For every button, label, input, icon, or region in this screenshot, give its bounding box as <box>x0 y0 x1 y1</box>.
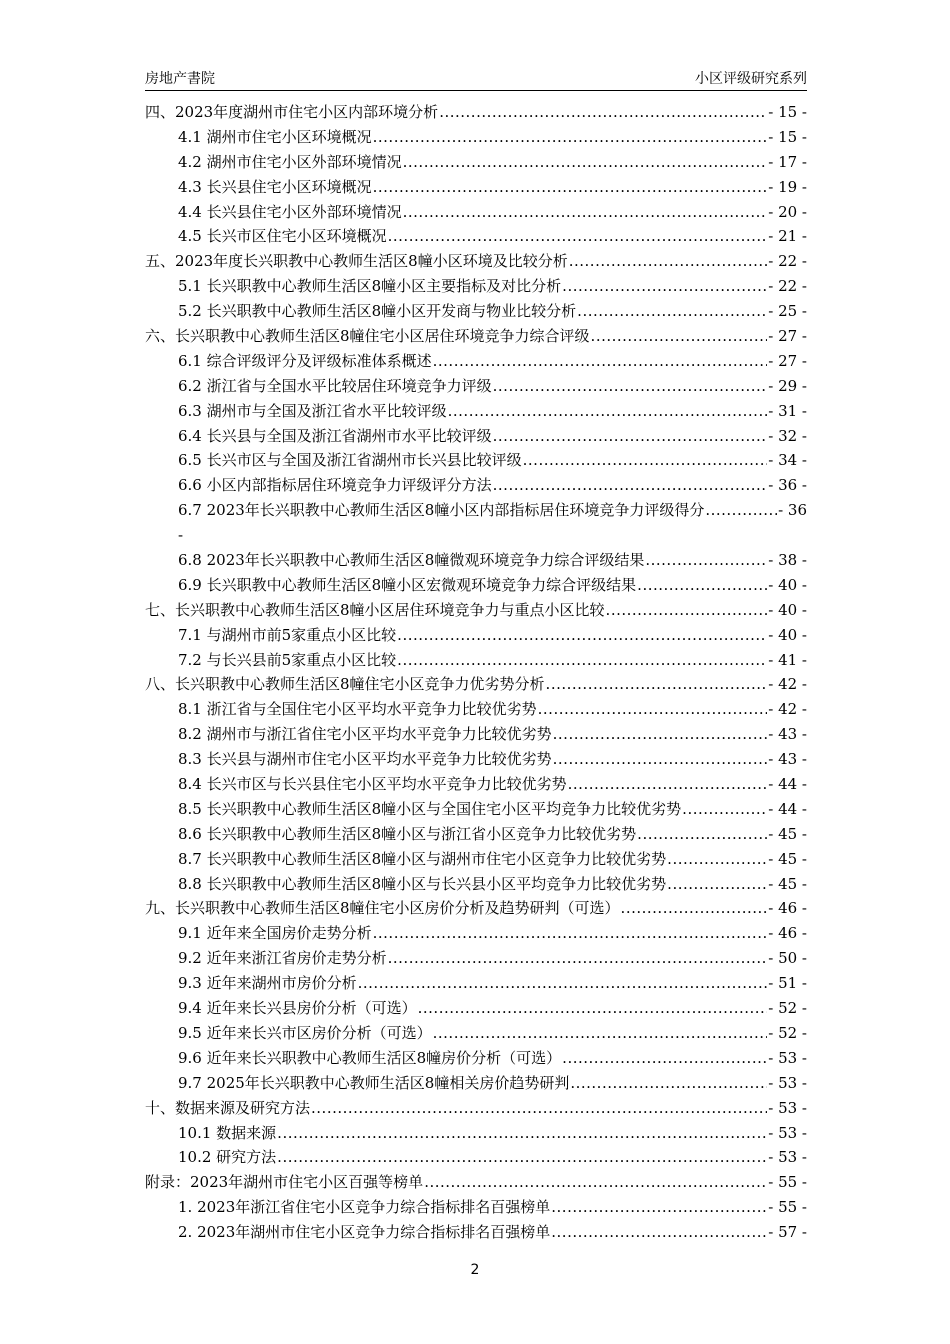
toc-leader-dots <box>373 175 768 200</box>
toc-entry-title: 9.3 近年来湖州市房价分析 <box>178 974 357 993</box>
toc-entry[interactable] <box>145 847 807 872</box>
toc-entry-title: 8.6 长兴职教中心教师生活区8幢小区与浙江省小区竞争力比较优劣势 <box>178 824 637 843</box>
toc-leader-dots <box>606 598 768 623</box>
toc-entry-title: 6.8 2023年长兴职教中心教师生活区8幢微观环境竞争力综合评级结果 <box>178 551 645 570</box>
toc-entry-page: - 31 - <box>768 401 807 420</box>
toc-entry-page: - 43 - <box>768 750 807 769</box>
toc-entry-page: - 22 - <box>768 277 807 296</box>
toc-entry-page: - 15 - <box>768 102 807 121</box>
toc-leader-dots <box>705 498 777 523</box>
toc-entry[interactable] <box>145 648 807 673</box>
toc-entry-title: 4.4 长兴县住宅小区外部环境情况 <box>178 202 402 221</box>
toc-entry-title: 5.2 长兴职教中心教师生活区8幢小区开发商与物业比较分析 <box>178 302 577 321</box>
toc-entry-page: - 36 - <box>768 476 807 495</box>
toc-entry[interactable] <box>145 1121 807 1146</box>
toc-entry-title: 六、长兴职教中心教师生活区8幢住宅小区居住环境竞争力综合评级 <box>145 327 590 345</box>
toc-entry[interactable] <box>145 150 807 175</box>
toc-entry-page: - 42 - <box>768 675 807 694</box>
toc-entry-title: 8.8 长兴职教中心教师生活区8幢小区与长兴县小区平均竞争力比较优劣势 <box>178 874 667 893</box>
toc-leader-dots <box>433 1021 768 1046</box>
toc-entry-page: - 45 - <box>768 824 807 843</box>
toc-entry-title: 十、数据来源及研究方法 <box>145 1098 311 1117</box>
toc-leader-dots <box>538 697 768 722</box>
toc-entry-page: - 46 - <box>768 899 807 918</box>
toc-entry[interactable] <box>145 175 807 200</box>
toc-leader-dots <box>493 473 768 498</box>
toc-entry-title: 6.2 浙江省与全国水平比较居住环境竞争力评级 <box>178 376 492 395</box>
toc-leader-dots <box>562 274 767 299</box>
toc-entry-title: 8.3 长兴县与湖州市住宅小区平均水平竞争力比较优劣势 <box>178 750 552 769</box>
toc-entry[interactable] <box>145 473 807 498</box>
toc-entry[interactable] <box>145 274 807 299</box>
toc-entry[interactable] <box>145 697 807 722</box>
toc-entry-page: - 40 - <box>768 600 807 619</box>
toc-leader-dots <box>388 946 768 971</box>
toc-entry-title: 八、长兴职教中心教师生活区8幢住宅小区竞争力优劣势分析 <box>145 675 545 694</box>
toc-leader-dots <box>667 872 767 897</box>
toc-entry[interactable] <box>145 573 807 598</box>
toc-entry-title: 6.9 长兴职教中心教师生活区8幢小区宏微观环境竞争力综合评级结果 <box>178 575 637 594</box>
toc-entry[interactable] <box>145 349 807 374</box>
toc-entry-page: - 45 - <box>768 874 807 893</box>
toc-entry-page: - 45 - <box>768 849 807 868</box>
page-number: 2 <box>470 1262 480 1278</box>
toc-leader-dots <box>493 374 768 399</box>
toc-entry[interactable] <box>145 424 807 449</box>
toc-entry-title: 4.2 湖州市住宅小区外部环境情况 <box>178 152 402 171</box>
toc-entry[interactable] <box>145 1046 807 1071</box>
toc-entry-page: - 41 - <box>768 650 807 669</box>
toc-leader-dots <box>433 349 768 374</box>
toc-leader-dots <box>418 996 768 1021</box>
toc-leader-dots <box>448 399 768 424</box>
header-publisher: 房地产書院 <box>145 71 215 87</box>
toc-entry-page: - 44 - <box>768 799 807 818</box>
toc-entry[interactable] <box>145 548 807 573</box>
toc-leader-dots <box>682 797 767 822</box>
toc-leader-dots <box>637 573 767 598</box>
toc-entry-page: - 32 - <box>768 426 807 445</box>
toc-entry[interactable] <box>145 399 807 424</box>
toc-entry-page-wrap: - <box>178 526 184 545</box>
toc-entry[interactable] <box>145 921 807 946</box>
toc-entry-title: 10.1 数据来源 <box>178 1123 277 1142</box>
toc-entry-page: - 53 - <box>768 1073 807 1092</box>
toc-entry[interactable] <box>145 971 807 996</box>
toc-entry[interactable] <box>145 672 807 697</box>
toc-entry[interactable] <box>145 1071 807 1096</box>
toc-entry[interactable] <box>145 125 807 150</box>
toc-entry-page: - 53 - <box>768 1048 807 1067</box>
toc-entry-title: 4.1 湖州市住宅小区环境概况 <box>178 127 372 146</box>
toc-leader-dots <box>277 1121 767 1146</box>
toc-entry-title: 九、长兴职教中心教师生活区8幢住宅小区房价分析及趋势研判（可选） <box>145 899 620 918</box>
toc-entry-page: - 55 - <box>768 1198 807 1217</box>
toc-entry-title: 2. 2023年湖州市住宅小区竞争力综合指标排名百强榜单 <box>178 1223 551 1242</box>
toc-entry-title: 7.1 与湖州市前5家重点小区比较 <box>178 625 397 644</box>
toc-entry[interactable] <box>145 224 807 249</box>
toc-leader-dots <box>373 125 768 150</box>
toc-entry-page: - 27 - <box>768 327 807 345</box>
toc-entry-title: 9.1 近年来全国房价走势分析 <box>178 924 372 943</box>
toc-entry-title: 9.5 近年来长兴市区房价分析（可选） <box>178 1023 432 1042</box>
toc-entry[interactable] <box>145 872 807 897</box>
toc-entry-page: - 57 - <box>768 1223 807 1242</box>
toc-entry-page: - 51 - <box>768 974 807 993</box>
toc-entry[interactable] <box>145 374 807 399</box>
toc-entry[interactable] <box>145 1195 807 1220</box>
toc-leader-dots <box>403 150 768 175</box>
toc-leader-dots <box>637 822 767 847</box>
toc-entry[interactable] <box>145 996 807 1021</box>
toc-leader-dots <box>569 249 768 274</box>
toc-entry-page: - 34 - <box>768 451 807 470</box>
toc-entry-page: - 53 - <box>768 1098 807 1117</box>
toc-entry-page: - 21 - <box>768 227 807 246</box>
toc-leader-dots <box>562 1046 767 1071</box>
toc-entry-title: 8.1 浙江省与全国住宅小区平均水平竞争力比较优劣势 <box>178 700 537 719</box>
toc-entry[interactable] <box>145 1145 807 1170</box>
toc-leader-dots <box>591 324 768 349</box>
toc-leader-dots <box>553 722 768 747</box>
toc-entry-title: 4.3 长兴县住宅小区环境概况 <box>178 177 372 196</box>
toc-leader-dots <box>439 100 767 125</box>
toc-leader-dots <box>388 224 768 249</box>
toc-leader-dots <box>546 672 768 697</box>
header-series: 小区评级研究系列 <box>695 71 807 87</box>
toc-leader-dots <box>373 921 768 946</box>
toc-leader-dots <box>553 747 768 772</box>
toc-entry-title: 9.6 近年来长兴职教中心教师生活区8幢房价分析（可选） <box>178 1048 562 1067</box>
toc-leader-dots <box>523 448 768 473</box>
toc-entry-page: - 25 - <box>768 302 807 321</box>
toc-entry-page: - 52 - <box>768 999 807 1018</box>
toc-entry-title: 8.5 长兴职教中心教师生活区8幢小区与全国住宅小区平均竞争力比较优劣势 <box>178 799 682 818</box>
toc-leader-dots <box>397 648 767 673</box>
toc-entry-title: 9.4 近年来长兴县房价分析（可选） <box>178 999 417 1018</box>
toc-entry-title: 6.3 湖州市与全国及浙江省水平比较评级 <box>178 401 447 420</box>
toc-entry-title: 8.4 长兴市区与长兴县住宅小区平均水平竞争力比较优劣势 <box>178 775 567 794</box>
toc-entry[interactable] <box>145 1220 807 1245</box>
toc-entry-title: 8.2 湖州市与浙江省住宅小区平均水平竞争力比较优劣势 <box>178 725 552 744</box>
toc-entry-title: 7.2 与长兴县前5家重点小区比较 <box>178 650 397 669</box>
toc-entry[interactable] <box>145 1096 807 1121</box>
toc-entry-title: 五、2023年度长兴职教中心教师生活区8幢小区环境及比较分析 <box>145 252 568 271</box>
toc-entry-title: 6.1 综合评级评分及评级标准体系概述 <box>178 351 432 370</box>
toc-entry[interactable] <box>145 623 807 648</box>
toc-entry-title: 6.5 长兴市区与全国及浙江省湖州市长兴县比较评级 <box>178 451 522 470</box>
toc-entry-page: - 55 - <box>768 1173 807 1192</box>
toc-entry-page: - 43 - <box>768 725 807 744</box>
toc-entry-page: - 20 - <box>768 202 807 221</box>
toc-entry-page: - 36 <box>778 501 807 520</box>
toc-entry-page: - 15 - <box>768 127 807 146</box>
toc-leader-dots <box>621 896 768 921</box>
toc-leader-dots <box>403 200 768 225</box>
toc-leader-dots <box>311 1096 767 1121</box>
toc-entry[interactable] <box>145 897 807 922</box>
table-of-contents <box>145 100 807 1245</box>
toc-entry-title: 8.7 长兴职教中心教师生活区8幢小区与湖州市住宅小区竞争力比较优劣势 <box>178 849 667 868</box>
toc-leader-dots <box>577 299 767 324</box>
toc-entry[interactable] <box>145 498 807 523</box>
toc-entry[interactable] <box>145 1170 807 1195</box>
toc-entry-page: - 40 - <box>768 575 807 594</box>
toc-entry[interactable] <box>145 448 807 473</box>
toc-entry-title: 附录：2023年湖州市住宅小区百强等榜单 <box>145 1173 424 1192</box>
toc-entry[interactable] <box>145 200 807 225</box>
toc-entry-title: 6.7 2023年长兴职教中心教师生活区8幢小区内部指标居住环境竞争力评级得分 <box>178 501 705 520</box>
page-header <box>145 66 807 91</box>
toc-entry-page: - 46 - <box>768 924 807 943</box>
toc-entry-page: - 53 - <box>768 1148 807 1167</box>
toc-entry-title: 6.6 小区内部指标居住环境竞争力评级评分方法 <box>178 476 492 495</box>
toc-entry-page: - 52 - <box>768 1023 807 1042</box>
toc-entry-title: 4.5 长兴市区住宅小区环境概况 <box>178 227 387 246</box>
toc-entry-page: - 40 - <box>768 625 807 644</box>
toc-entry[interactable] <box>145 299 807 324</box>
toc-entry-page: - 38 - <box>768 551 807 570</box>
toc-leader-dots <box>493 424 768 449</box>
toc-entry[interactable] <box>145 324 807 349</box>
toc-leader-dots <box>424 1170 767 1195</box>
toc-leader-dots <box>568 772 768 797</box>
toc-leader-dots <box>645 548 767 573</box>
toc-entry[interactable] <box>145 822 807 847</box>
toc-entry-page: - 27 - <box>768 351 807 370</box>
toc-entry[interactable] <box>145 946 807 971</box>
toc-entry-title: 四、2023年度湖州市住宅小区内部环境分析 <box>145 102 439 121</box>
toc-entry[interactable] <box>145 797 807 822</box>
toc-leader-dots <box>667 847 767 872</box>
toc-entry-page: - 53 - <box>768 1123 807 1142</box>
toc-entry[interactable] <box>145 772 807 797</box>
toc-leader-dots <box>551 1220 767 1245</box>
toc-entry-title: 5.1 长兴职教中心教师生活区8幢小区主要指标及对比分析 <box>178 277 562 296</box>
toc-entry[interactable] <box>145 598 807 623</box>
toc-entry-page: - 42 - <box>768 700 807 719</box>
toc-entry-title: 10.2 研究方法 <box>178 1148 277 1167</box>
toc-entry[interactable] <box>145 100 807 125</box>
toc-entry-title: 6.4 长兴县与全国及浙江省湖州市水平比较评级 <box>178 426 492 445</box>
toc-entry-page: - 44 - <box>768 775 807 794</box>
toc-entry[interactable] <box>145 747 807 772</box>
toc-entry-title: 9.7 2025年长兴职教中心教师生活区8幢相关房价趋势研判 <box>178 1073 570 1092</box>
toc-entry[interactable] <box>145 722 807 747</box>
toc-entry-page: - 17 - <box>768 152 807 171</box>
toc-entry-title: 9.2 近年来浙江省房价走势分析 <box>178 949 387 968</box>
toc-leader-dots <box>551 1195 767 1220</box>
toc-leader-dots <box>397 623 767 648</box>
toc-entry[interactable] <box>145 249 807 274</box>
toc-entry-title: 七、长兴职教中心教师生活区8幢小区居住环境竞争力与重点小区比较 <box>145 600 605 619</box>
toc-entry-title: 1. 2023年浙江省住宅小区竞争力综合指标排名百强榜单 <box>178 1198 551 1217</box>
toc-leader-dots <box>277 1145 767 1170</box>
toc-leader-dots <box>570 1071 767 1096</box>
toc-entry-page: - 29 - <box>768 376 807 395</box>
toc-entry-page: - 22 - <box>768 252 807 271</box>
toc-leader-dots <box>358 971 768 996</box>
toc-entry-page: - 19 - <box>768 177 807 196</box>
toc-entry[interactable] <box>145 1021 807 1046</box>
toc-entry-page: - 50 - <box>768 949 807 968</box>
